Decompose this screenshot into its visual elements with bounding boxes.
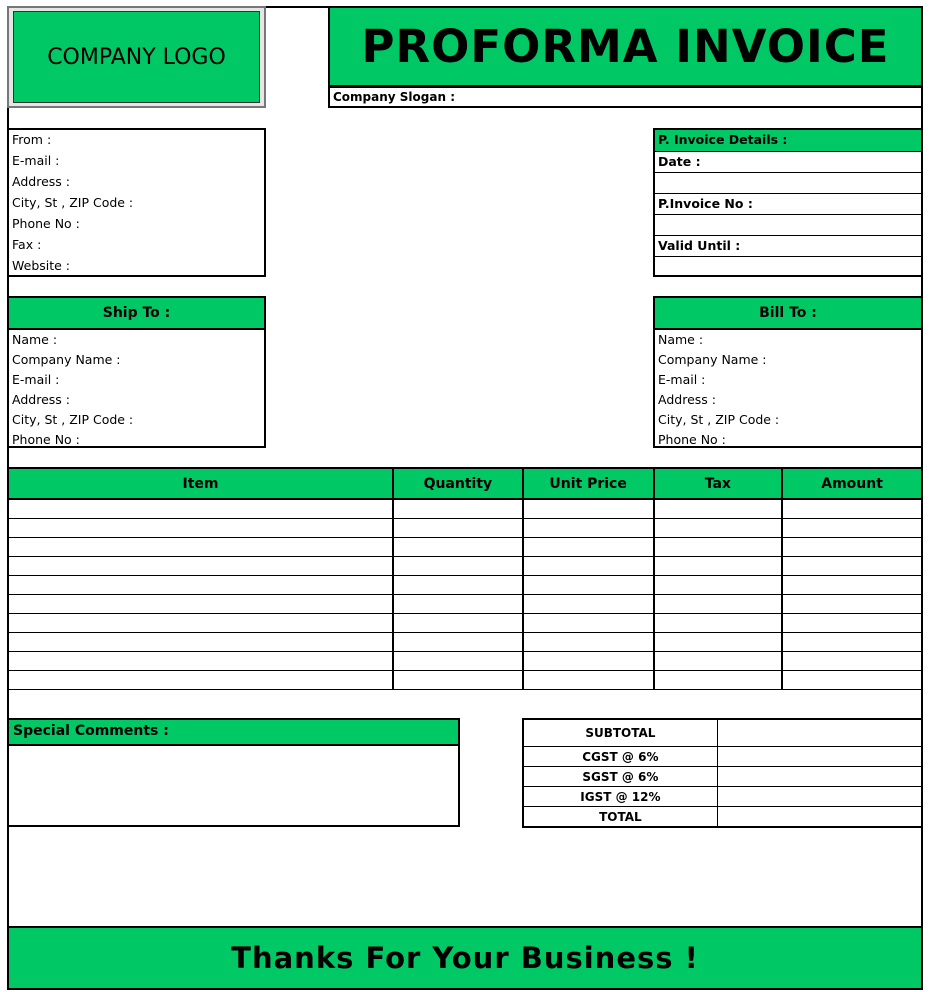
amount-cell[interactable] [782,671,922,690]
tax-cell[interactable] [654,557,783,576]
unit-price-cell[interactable] [523,576,654,595]
item-cell[interactable] [8,633,393,652]
ship-to-name-field[interactable]: Name : [12,332,58,347]
ship-to-section [7,296,266,448]
quantity-cell[interactable] [393,519,523,538]
subtotal-value[interactable] [717,719,922,747]
quantity-cell[interactable] [393,671,523,690]
quantity-cell[interactable] [393,557,523,576]
item-cell[interactable] [8,576,393,595]
bill-to-company-field[interactable]: Company Name : [658,352,767,367]
item-cell[interactable] [8,557,393,576]
item-column-header: Item [8,468,393,499]
quantity-cell[interactable] [393,538,523,557]
ship-to-phone-field[interactable]: Phone No : [12,432,80,447]
sgst-label: SGST @ 6% [523,767,717,787]
tax-cell[interactable] [654,519,783,538]
invoice-details-section [653,128,923,277]
item-cell[interactable] [8,595,393,614]
table-row [8,633,922,652]
cgst-label: CGST @ 6% [523,747,717,767]
special-comments-field[interactable] [9,746,458,825]
from-fax-field[interactable]: Fax : [12,237,42,252]
items-table [7,467,923,690]
valid-until-field[interactable] [655,257,921,278]
bill-to-header: Bill To : [655,298,921,330]
tax-cell[interactable] [654,614,783,633]
item-cell[interactable] [8,614,393,633]
quantity-cell[interactable] [393,499,523,519]
bill-to-city-field[interactable]: City, St , ZIP Code : [658,412,780,427]
ship-to-company-field[interactable]: Company Name : [12,352,121,367]
unit-price-cell[interactable] [523,671,654,690]
from-section [7,128,266,277]
total-row [523,807,922,828]
unit-price-cell[interactable] [523,538,654,557]
cgst-row [523,747,922,767]
bill-to-email-field[interactable]: E-mail : [658,372,706,387]
subtotal-label: SUBTOTAL [523,719,717,747]
item-cell[interactable] [8,538,393,557]
invoice-no-label: P.Invoice No : [655,194,921,215]
special-comments-header: Special Comments : [9,720,458,746]
amount-cell[interactable] [782,557,922,576]
bill-to-address-field[interactable]: Address : [658,392,716,407]
unit-price-cell[interactable] [523,499,654,519]
tax-column-header: Tax [654,468,783,499]
tax-cell[interactable] [654,595,783,614]
quantity-column-header: Quantity [393,468,523,499]
quantity-cell[interactable] [393,633,523,652]
igst-row [523,787,922,807]
item-cell[interactable] [8,499,393,519]
subtotal-row [523,719,922,747]
table-row [8,576,922,595]
tax-cell[interactable] [654,499,783,519]
special-comments-section [7,718,460,827]
invoice-details-header: P. Invoice Details : [655,130,921,152]
from-address-field[interactable]: Address : [12,174,70,189]
from-website-field[interactable]: Website : [12,258,71,273]
igst-label: IGST @ 12% [523,787,717,807]
valid-until-label: Valid Until : [655,236,921,257]
ship-to-city-field[interactable]: City, St , ZIP Code : [12,412,134,427]
table-row [8,499,922,519]
company-slogan[interactable]: Company Slogan : [328,87,923,108]
cgst-value[interactable] [717,747,922,767]
tax-cell[interactable] [654,652,783,671]
date-field[interactable] [655,173,921,194]
amount-cell[interactable] [782,519,922,538]
table-row [8,538,922,557]
ship-to-address-field[interactable]: Address : [12,392,70,407]
table-row [8,671,922,690]
total-label: TOTAL [523,807,717,828]
date-label: Date : [655,152,921,173]
amount-cell[interactable] [782,652,922,671]
tax-cell[interactable] [654,576,783,595]
amount-cell[interactable] [782,614,922,633]
unit-price-column-header: Unit Price [523,468,654,499]
tax-cell[interactable] [654,538,783,557]
amount-cell[interactable] [782,499,922,519]
quantity-cell[interactable] [393,652,523,671]
from-phone-field[interactable]: Phone No : [12,216,80,231]
unit-price-cell[interactable] [523,614,654,633]
unit-price-cell[interactable] [523,633,654,652]
item-cell[interactable] [8,671,393,690]
amount-column-header: Amount [782,468,922,499]
item-cell[interactable] [8,519,393,538]
from-field[interactable]: From : [12,132,52,147]
igst-value[interactable] [717,787,922,807]
from-city-field[interactable]: City, St , ZIP Code : [12,195,134,210]
table-row [8,652,922,671]
amount-cell[interactable] [782,538,922,557]
quantity-cell[interactable] [393,614,523,633]
amount-cell[interactable] [782,595,922,614]
invoice-no-field[interactable] [655,215,921,236]
table-row [8,614,922,633]
table-row [8,595,922,614]
amount-cell[interactable] [782,576,922,595]
ship-to-email-field[interactable]: E-mail : [12,372,60,387]
company-logo[interactable]: COMPANY LOGO [13,11,260,103]
items-header-row [8,468,922,499]
unit-price-cell[interactable] [523,557,654,576]
invoice-title: PROFORMA INVOICE [328,6,923,87]
bill-to-name-field[interactable]: Name : [658,332,704,347]
quantity-cell[interactable] [393,595,523,614]
sgst-value[interactable] [717,767,922,787]
quantity-cell[interactable] [393,576,523,595]
tax-cell[interactable] [654,671,783,690]
table-row [8,557,922,576]
unit-price-cell[interactable] [523,519,654,538]
amount-cell[interactable] [782,633,922,652]
total-value[interactable] [717,807,922,828]
table-row [8,519,922,538]
item-cell[interactable] [8,652,393,671]
bill-to-phone-field[interactable]: Phone No : [658,432,726,447]
sgst-row [523,767,922,787]
items-body [8,499,922,690]
ship-to-header: Ship To : [9,298,264,330]
unit-price-cell[interactable] [523,652,654,671]
bill-to-section [653,296,923,448]
totals-table [522,718,923,828]
thanks-banner: Thanks For Your Business ! [7,926,923,990]
unit-price-cell[interactable] [523,595,654,614]
from-email-field[interactable]: E-mail : [12,153,60,168]
tax-cell[interactable] [654,633,783,652]
